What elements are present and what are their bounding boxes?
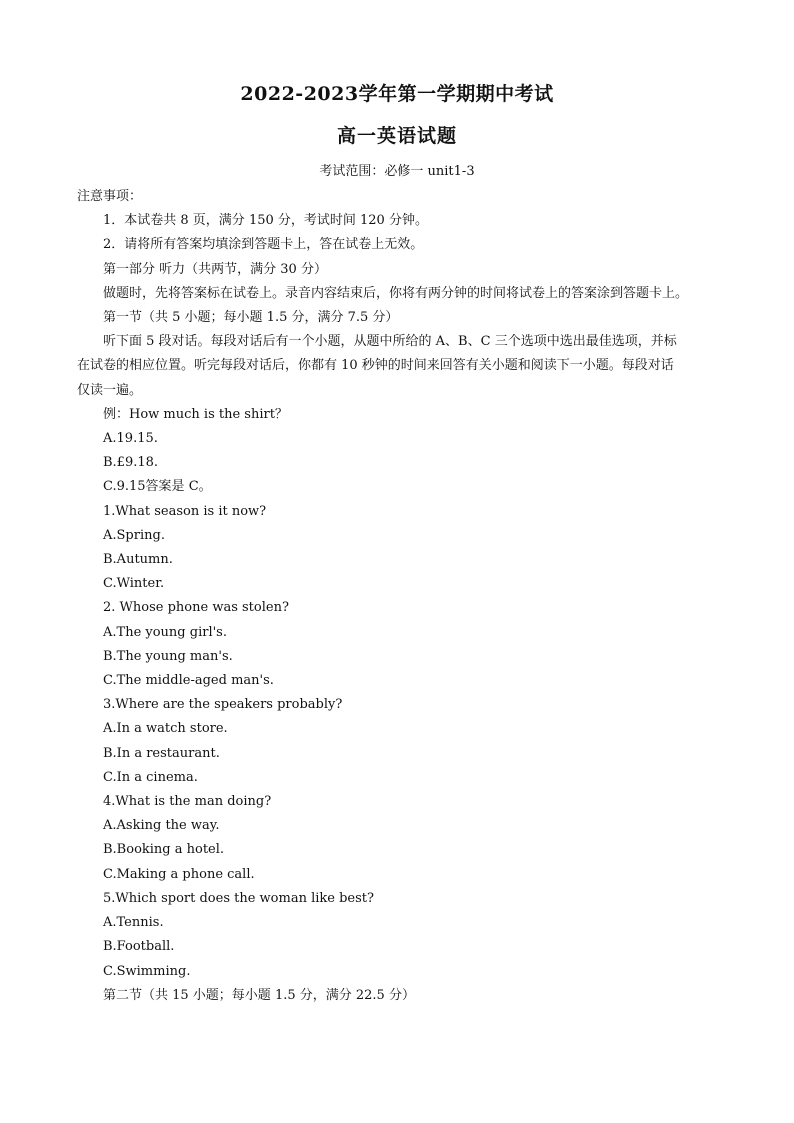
example-option: A.19.15. — [103, 431, 158, 447]
question-option: B.In a restaurant. — [103, 745, 220, 761]
exam-content — [77, 185, 719, 1008]
question-option: C.The middle-aged man's. — [103, 673, 274, 689]
notes-heading: 注意事项： — [77, 189, 143, 204]
example-question: 例：How much is the shirt？ — [103, 406, 288, 422]
exam-title: 2022-2023学年第一学期期中考试 — [240, 83, 554, 105]
question-option: A.Spring. — [103, 527, 165, 543]
question-option: A.Asking the way. — [103, 818, 220, 834]
question-option: C.Swimming. — [103, 963, 191, 979]
question-option: B.Autumn. — [103, 552, 173, 568]
section2-heading: 第二节（共 15 小题；每小题 1.5 分，满分 22.5 分） — [103, 987, 415, 1003]
question-stem: 3.Where are the speakers probably? — [103, 697, 343, 713]
part1-heading: 第一部分 听力（共两节，满分 30 分） — [103, 261, 327, 277]
question-stem: 5.Which sport does the woman like best? — [103, 890, 374, 906]
part1-instruction: 做题时，先将答案标在试卷上。录音内容结束后，你将有两分钟的时间将试卷上的答案涂到答题卡上。 — [103, 285, 689, 301]
section1-heading: 第一节（共 5 小题；每小题 1.5 分，满分 7.5 分） — [103, 310, 399, 326]
section1-instruction-line: 听下面 5 段对话。每段对话后有一个小题，从题中所给的 A、B、C 三个选项中选出最佳选项，并标 — [103, 334, 677, 350]
section1-instruction-line: 仅读一遍。 — [77, 382, 143, 398]
question-option: A.Tennis. — [103, 915, 164, 931]
example-option: C.9.15答案是 C。 — [103, 479, 212, 495]
question-option: C.In a cinema. — [103, 769, 198, 785]
question-option: A.In a watch store. — [103, 721, 228, 737]
question-option: C.Making a phone call. — [103, 866, 255, 882]
exam-scope: 考试范围：必修一 unit1-3 — [319, 164, 475, 179]
question-option: A.The young girl's. — [103, 624, 227, 640]
note-item: 2．请将所有答案均填涂到答题卡上，答在试卷上无效。 — [103, 237, 424, 253]
question-option: B.The young man's. — [103, 648, 233, 664]
question-stem: 2. Whose phone was stolen? — [103, 600, 289, 616]
note-item: 1．本试卷共 8 页，满分 150 分，考试时间 120 分钟。 — [103, 213, 428, 229]
exam-subtitle: 高一英语试题 — [336, 125, 457, 147]
question-option: C.Winter. — [103, 576, 165, 592]
section1-instruction-line: 在试卷的相应位置。听完每段对话后，你都有 10 秒钟的时间来回答有关小题和阅读下一小题。每段对话 — [77, 358, 674, 374]
question-stem: 1.What season is it now? — [103, 503, 267, 519]
question-option: B.Football. — [103, 939, 175, 955]
example-option: B.£9.18. — [103, 455, 159, 471]
question-stem: 4.What is the man doing? — [103, 794, 272, 810]
question-option: B.Booking a hotel. — [103, 842, 225, 858]
